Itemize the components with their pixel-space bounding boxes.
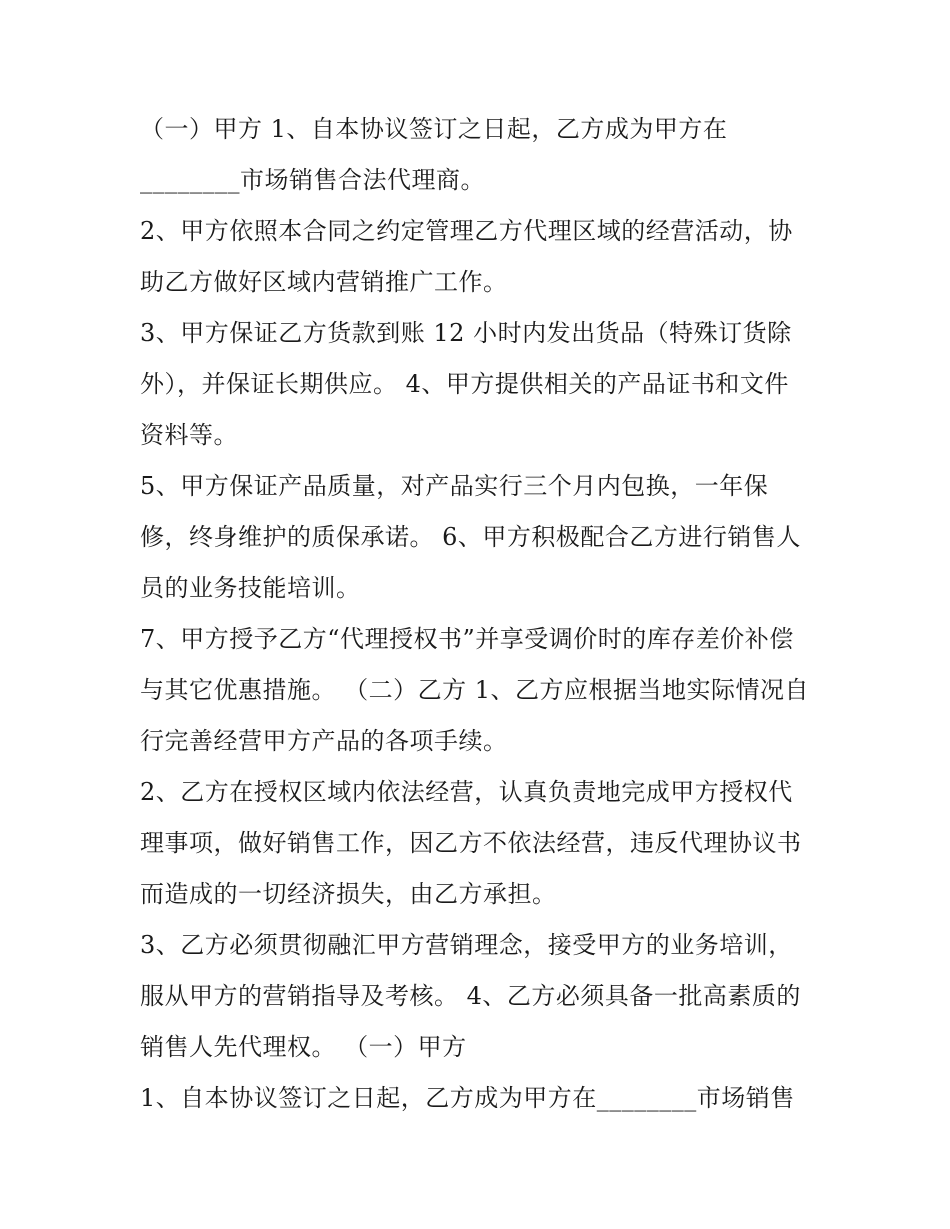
text-line: 员的业务技能培训。 [140, 574, 361, 602]
text-line: 与其它优惠措施。 （二）乙方 1、乙方应根据当地实际情况自 [140, 676, 810, 704]
text-line: 2、乙方在授权区域内依法经营，认真负责地完成甲方授权代 [140, 778, 793, 806]
text-line: 助乙方做好区域内营销推广工作。 [140, 268, 508, 296]
text-line: 1、自本协议签订之日起，乙方成为甲方在________市场销售 [140, 1084, 795, 1112]
text-line: 修，终身维护的质保承诺。 6、甲方积极配合乙方进行销售人 [140, 523, 801, 551]
text-line: 服从甲方的营销指导及考核。 4、乙方必须具备一批高素质的 [140, 982, 801, 1010]
text-line: 销售人先代理权。 （一）甲方 [140, 1033, 467, 1061]
text-line: 理事项，做好销售工作，因乙方不依法经营，违反代理协议书 [140, 829, 802, 857]
text-line: 资料等。 [140, 421, 238, 449]
text-line: 5、甲方保证产品质量，对产品实行三个月内包换，一年保 [140, 472, 769, 500]
text-line: 2、甲方依照本合同之约定管理乙方代理区域的经营活动，协 [140, 217, 793, 245]
text-line: 3、乙方必须贯彻融汇甲方营销理念，接受甲方的业务培训， [140, 931, 793, 959]
text-line: （一）甲方 1、自本协议签订之日起，乙方成为甲方在 [140, 115, 728, 143]
text-line: 7、甲方授予乙方“代理授权书”并享受调价时的库存差价补偿 [140, 625, 794, 653]
text-line: ________市场销售合法代理商。 [140, 166, 485, 194]
text-line: 3、甲方保证乙方货款到账 12 小时内发出货品（特殊订货除 [140, 319, 792, 347]
document-body [140, 110, 820, 1130]
text-line: 外），并保证长期供应。 4、甲方提供相关的产品证书和文件 [140, 370, 789, 398]
text-line: 行完善经营甲方产品的各项手续。 [140, 727, 508, 755]
text-line: 而造成的一切经济损失，由乙方承担。 [140, 880, 557, 908]
